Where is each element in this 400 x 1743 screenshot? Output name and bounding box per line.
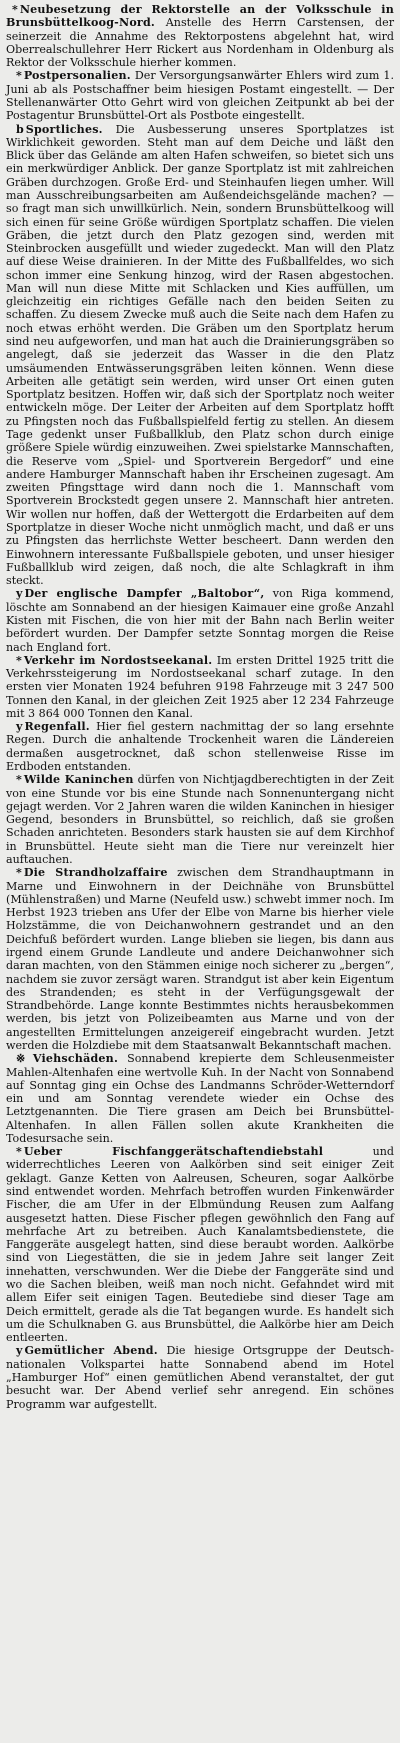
article-postpersonalien [6,69,394,122]
article-fischfang [6,1145,394,1344]
article-marker: * [16,653,22,667]
article-sportliches [6,123,394,588]
article-body: zwischen dem Strandhauptmann in Marne und Einwohnern in der Deichnähe von Brunsbüttel (Mühlenstraßen) und Marne (Neufeld usw.) schwebt immer noch. Im Herbst 1923 trieben ans Ufer der Elbe von Marne bis hierher viele Holzstämme, die von Deichanwohnern gestrandet und an den Deichfuß befördert wurden. Lange blieben sie liegen, bis dann aus irgend einem Grunde Landleute und andere Deichanwohner sich daran machten, von den Stämmen einige noch sicherer zu „bergen“, nachdem sie zuvor zersägt waren. Strandgut ist aber kein Eigentum des Strandenden; es steht in der Verfügungsgewalt der Strandbehörde. Lange konnte Bestimmtes nichts herausbekommen werden, bis jetzt von Polizeibeamten aus Marne und von der angestellten Ermittelungen anzeigereif eingebracht wurden. Jetzt werden die Holzdiebe mit dem Staatsanwalt Bekanntschaft machen. [6,866,395,1052]
article-marker: ※ [16,1052,31,1066]
article-headline: Der englische Dampfer „Baltobor“, [24,587,265,601]
article-body: Die Ausbesserung unseres Sportplatzes ist Wirklichkeit geworden. Steht man auf dem Deiche und läßt den Blick über das Gelände am alten Hafen schweifen, so bietet sich uns ein merkwürdiger Anblick. Der ganze Sportplatz ist mit zahlreichen Gräben durchzogen. Große Erd- und Steinhaufen liegen umher. Will man Ausschreibungsarbeiten am Außendeichsgelände machen? — so fragt man sich unwillkürlich. Nein, sondern Brunsbüttelkoog will sich einen für seine Größe würdigen Sportplatz schaffen. Die vielen Gräben, die jetzt durch den Platz gezogen sind, werden mit Steinbrocken ausgefüllt und wieder zugedeckt. Man will den Platz auf diese Weise drainieren. In der Mitte des Fußballfeldes, wo sich schon immer eine Senkung hinzog, wird der Rasen abgestochen. Man will nun diese Mitte mit Schlacken und Kies auffüllen, um gleichzeitig ein richtiges Gefälle nach den beiden Seiten zu schaffen. Zu diesem Zwecke muß auch die Seite nach dem Hafen zu noch etwas erhöht werden. Die Gräben um den Sportplatz herum sind neu aufgeworfen, und man hat auch die Drainierungsgräben so angelegt, daß sie jederzeit das Wasser in die den Platz umsäumenden Entwässerungsgräben leiten können. Wenn diese Arbeiten alle getätigt sein werden, wird unser Ort einen guten Sportplatz besitzen. Hoffen wir, daß sich der Sportplatz noch weiter entwickeln möge. Der Leiter der Arbeiten auf dem Sportplatz hofft zu Pfingsten noch das Fußballspielfeld fertig zu stellen. An diesem Tage gedenkt unser Fußballklub, den Platz schon durch einige größere Spiele würdig einzuweihen. Zwei spielstarke Mannschaften, die Reserve vom „Spiel- und Sportverein Bergedorf“ und eine andere Hamburger Mannschaft haben ihr Erscheinen zugesagt. Am zweiten Pfingsttage wird dann noch die 1. Mannschaft vom Sportverein Brockstedt gegen unsere 2. Mannschaft hier antreten. Wir wollen nur hoffen, daß der Wettergott die Erdarbeiten auf dem Sportplatze in dieser Woche nicht unmöglich macht, und daß er uns zu Pfingsten das herrlichste Wetter bescheert. Dann werden den Einwohnern interessante Fußballspiele geboten, und unser hiesiger Fußballklub wird zeigen, daß noch, die alte Schlagkraft in ihm steckt. [6,122,394,588]
article-headline: Viehschäden. [32,1052,119,1066]
article-marker: y [16,1344,23,1358]
article-body: Die hiesige Ortsgruppe der Deutsch-nationalen Volkspartei hatte Sonnabend abend im Hotel „Hamburger Hof“ einen gemütlichen Abend veranstaltet, der gut besucht war. Der Abend verlief sehr anregend. Ein schönes Programm war aufgestellt. [6,1344,394,1411]
article-body: Der Versorgungsanwärter Ehlers wird zum 1. Juni ab als Postschaffner beim hiesigen Postamt eingestellt. — Der Stellenanwärter Otto Gehrt wird von gleichen Zeitpunkt ab bei der Postagentur Brunsbüttel-Ort als Postbote eingestellt. [6,69,394,123]
article-strandholz [6,866,394,1052]
article-body: Im ersten Drittel 1925 tritt die Verkehrssteigerung im Nordostseekanal scharf zutage. In den ersten vier Monaten 1924 befuhren 9198 Fahrzeuge mit 3 247 500 Tonnen den Kanal, in der gleichen Zeit 1925 aber 12 234 Fahrzeuge mit 3 864 000 Tonnen den Kanal. [6,653,394,720]
article-headline: Die Strandholzaffaire [23,866,168,880]
article-body: Sonnabend krepierte dem Schleusenmeister Mahlen-Altenhafen eine wertvolle Kuh. In der Nacht von Sonnabend auf Sonntag ging ein Ochse des Landmanns Schröder-Wetterndorf ein und am Sonntag verendete wieder ein Ochse des Letztgenannten. Die Tiere grasen am Deich bei Brunsbüttel-Altenhafen. In allen Fällen sollen akute Krankheiten die Todesursache sein. [6,1052,395,1145]
article-marker: * [12,3,18,16]
article-marker: y [16,720,23,734]
article-body: dürfen von Nichtjagdberechtigten in der Zeit von eine Stunde vor bis eine Stunde nach Sonnenuntergang nicht gejagt werden. Vor 2 Jahren waren die wilden Kaninchen in hiesiger Gegend, besonders in Brunsbüttel, so reichlich, daß sie großen Schaden anrichteten. Besonders stark hausten sie auf dem Kirchhof in Brunsbüttel. Heute sieht man die Tiere nur vereinzelt hier auftauchen. [6,773,394,866]
article-nordostseekanal [6,654,394,720]
article-marker: * [16,69,22,83]
article-gemuetlicher-abend [6,1344,394,1410]
article-body: Hier fiel gestern nachmittag der so lang ersehnte Regen. Durch die anhaltende Trockenheit waren die Ländereien dermaßen ausgetrocknet, daß schon stellenweise Risse im Erdboden entstanden. [6,720,394,774]
article-marker: y [16,587,23,601]
article-headline: Verkehr im Nordostseekanal. [23,653,213,667]
article-dampfer [6,587,394,653]
article-headline: Sportliches. [25,122,103,136]
article-body: und widerrechtliches Leeren von Aalkörben sind seit einiger Zeit geklagt. Ganze Ketten von Aalreusen, Scheuren, sogar Aalkörbe sind entwendet worden. Mehrfach betroffen wurden Finkenwärder Fischer, die am Ufer in der Elbmündung Reusen zum Aalfang ausgesetzt hatten. Diese Fischer pflegen gewöhnlich den Fang auf mehrfache Art zu betreiben. Auch Kanalamtsbedienstete, die Fanggeräte ausgelegt hatten, sind diese beraubt worden. Aalkörbe sind von Liegestätten, die sie in jedem Jahre seit langer Zeit innehatten, verschwunden. Wer die Diebe der Fanggeräte sind und wo die Sachen bleiben, weiß man noch nicht. Gefahndet wird mit allem Eifer seit einigen Tagen. Beutediebe sind dieser Tage am Deich ermittelt, gerade als die Tat begangen wurde. Es handelt sich um die Schulknaben G. aus Brunsbüttel, die Aalkörbe hier am Deich entleerten. [6,1145,395,1345]
article-headline: Neubesetzung der Rektorstelle an der Volksschule in Brunsbüttelkoog-Nord. [6,3,394,30]
article-headline: Wilde Kaninchen [23,773,134,787]
article-body: Anstelle des Herrn Carstensen, der seinerzeit die Annahme des Rektorpostens abgelehnt hat, wird Oberrealschullehrer Herr Rickert aus Nordenham in Oldenburg als Rektor der Volksschule hierher kommen. [6,16,394,70]
article-marker: * [16,1145,22,1159]
article-rektorstelle [6,3,394,69]
article-headline: Regenfall. [24,720,90,734]
article-regenfall [6,720,394,773]
article-headline: Gemütlicher Abend. [24,1344,158,1358]
news-column [6,3,394,1411]
article-marker: * [16,773,22,787]
article-body: von Riga kommend, löschte am Sonnabend an der hiesigen Kaimauer eine große Anzahl Kisten mit Fischen, die von hier mit der Bahn nach Berlin weiter befördert wurden. Der Dampfer setzte Sonntag morgen die Reise nach England fort. [6,587,394,654]
article-marker: b [16,122,24,136]
article-kaninchen [6,773,394,866]
article-headline: Ueber Fischfanggerätschaftendiebstahl [23,1145,324,1159]
article-headline: Postpersonalien. [23,69,131,83]
article-marker: * [16,866,22,880]
article-viehschaeden [6,1052,394,1145]
